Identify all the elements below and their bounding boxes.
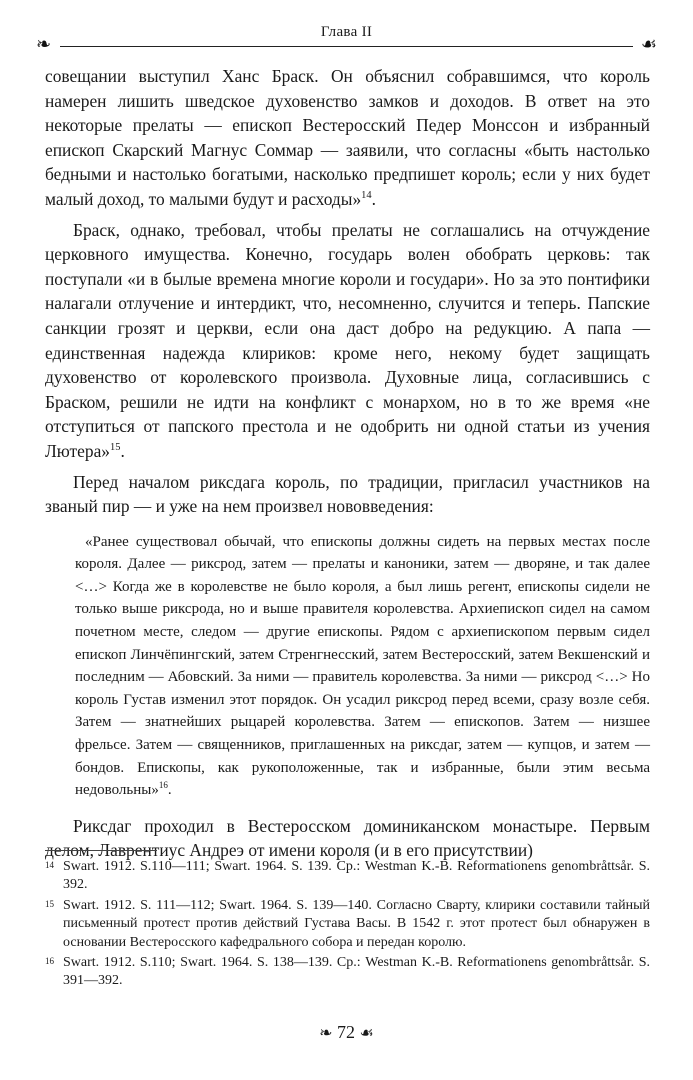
footnote-number: 14 — [45, 860, 54, 870]
ornament-right-icon: ☙ — [640, 34, 657, 54]
running-header — [36, 24, 657, 58]
footnote-14: 14 Swart. 1912. S.110—111; Swart. 1964. S. 139. Ср.: Westman K.-B. Reformationens genombråttsår. S. 392. — [45, 858, 650, 895]
header-rule — [60, 46, 633, 47]
footnotes — [45, 858, 650, 993]
footnote-ref-15[interactable]: 15 — [110, 442, 121, 454]
paragraph-2: Браск, однако, требовал, чтобы прелаты не соглашались на отчуждение церковного имущества. Конечно, государь волен обобрать церковь: так поступали «и в былые времена многие короли и государи». Но за это понтифики налагали отлучение и интердикт, что, несомненно, случится и теперь. Папские санкции грозят и церкви, если она даст добро на редукцию. А папа — единственная надежда клириков: кроме него, некому будет защищать духовенство от королевского произвола. Духовные лица, согласившись с Браском, решили не идти на конфликт с монархом, но в то же время «не отступиться от папского престола и не одобрить ни одной статьи из учения Лютера»$^{15}$. — [45, 219, 650, 461]
paragraph-3: Перед началом риксдага король, по традиции, пригласил участников на званый пир — и уже на нем произвел нововведения: — [45, 471, 650, 517]
footnote-ref-16[interactable]: 16 — [158, 780, 168, 791]
footnote-ref-14[interactable]: 14 — [361, 190, 372, 202]
page-number — [0, 1022, 693, 1043]
footnote-number: 15 — [45, 898, 54, 909]
ornament-left-icon: ❧ — [36, 34, 52, 54]
chapter-title: Глава II — [320, 24, 373, 40]
page-number-value: 72 — [337, 1022, 356, 1042]
paragraph-1: совещании выступил Ханс Браск. Он объяснил собравшимся, что король намерен лишить шведское духовенство замков и доходов. В ответ на это некоторые прелаты — епископ Вестеросский Педер Монссон и избранный епископ Скарский Магнус Соммар — заявили, что согласны «быть настолько бедными и настолько богатыми, насколько предпишет король; если у них будет малый доход, то малыми будут и расходы»$^{14}$. — [45, 66, 650, 209]
main-text — [45, 64, 650, 869]
footnote-rule — [45, 850, 157, 851]
block-quote: «Ранее существовал обычай, что епископы должны сидеть на первых местах после короля. Далее — риксрод, затем — прелаты и каноники, затем — дворяне, и так далее <…> Когда же в королевстве не было короля, а был лишь регент, епископы сидели не только выше риксрода, но и выше правителя королевства. Архиепископ сидел на самом почетном месте, следом — другие епископы. Рядом с архиепископом первым сидел епископ Линчёпингский, затем Стренгнесский, затем Вестеросский, затем Векшенский и последним — Абовский. За ними — правитель королевства. За ними — риксрод <…> Но король Густав изменил этот порядок. Он усадил риксрод перед всеми, сразу возле себя. Затем — знатнейших рыцарей королевства. Затем — епископов. Затем — низшее фрельсе. Затем — священников, приглашенных на риксдаг, затем — купцов, и затем — бондов. Епископы, как рукоположенные, так и избранные, были этим весьма недовольны»$^{16}$. — [75, 533, 650, 799]
folio-ornament-left-icon: ❧ — [319, 1025, 333, 1042]
paragraph-4: Риксдаг проходил в Вестеросском доминиканском монастыре. Первым делом, Лаврентиус Андреэ от имени короля (и в его присутствии) — [45, 815, 650, 861]
footnote-15: 15 Swart. 1912. S. 111—112; Swart. 1964. S. 139—140. Согласно Сварту, клирики составили тайный письменный протест против действий Густава Васы. В 1542 г. этот протест был обнаружен в основании Вестеросского кафедрального собора и передан королю. — [45, 897, 650, 952]
footnote-number: 16 — [45, 956, 54, 967]
folio-ornament-right-icon: ☙ — [359, 1025, 374, 1042]
footnote-16: 16 Swart. 1912. S.110; Swart. 1964. S. 138—139. Ср.: Westman K.-B. Reformationens genombråttsår. S. 391—392. — [45, 954, 650, 991]
